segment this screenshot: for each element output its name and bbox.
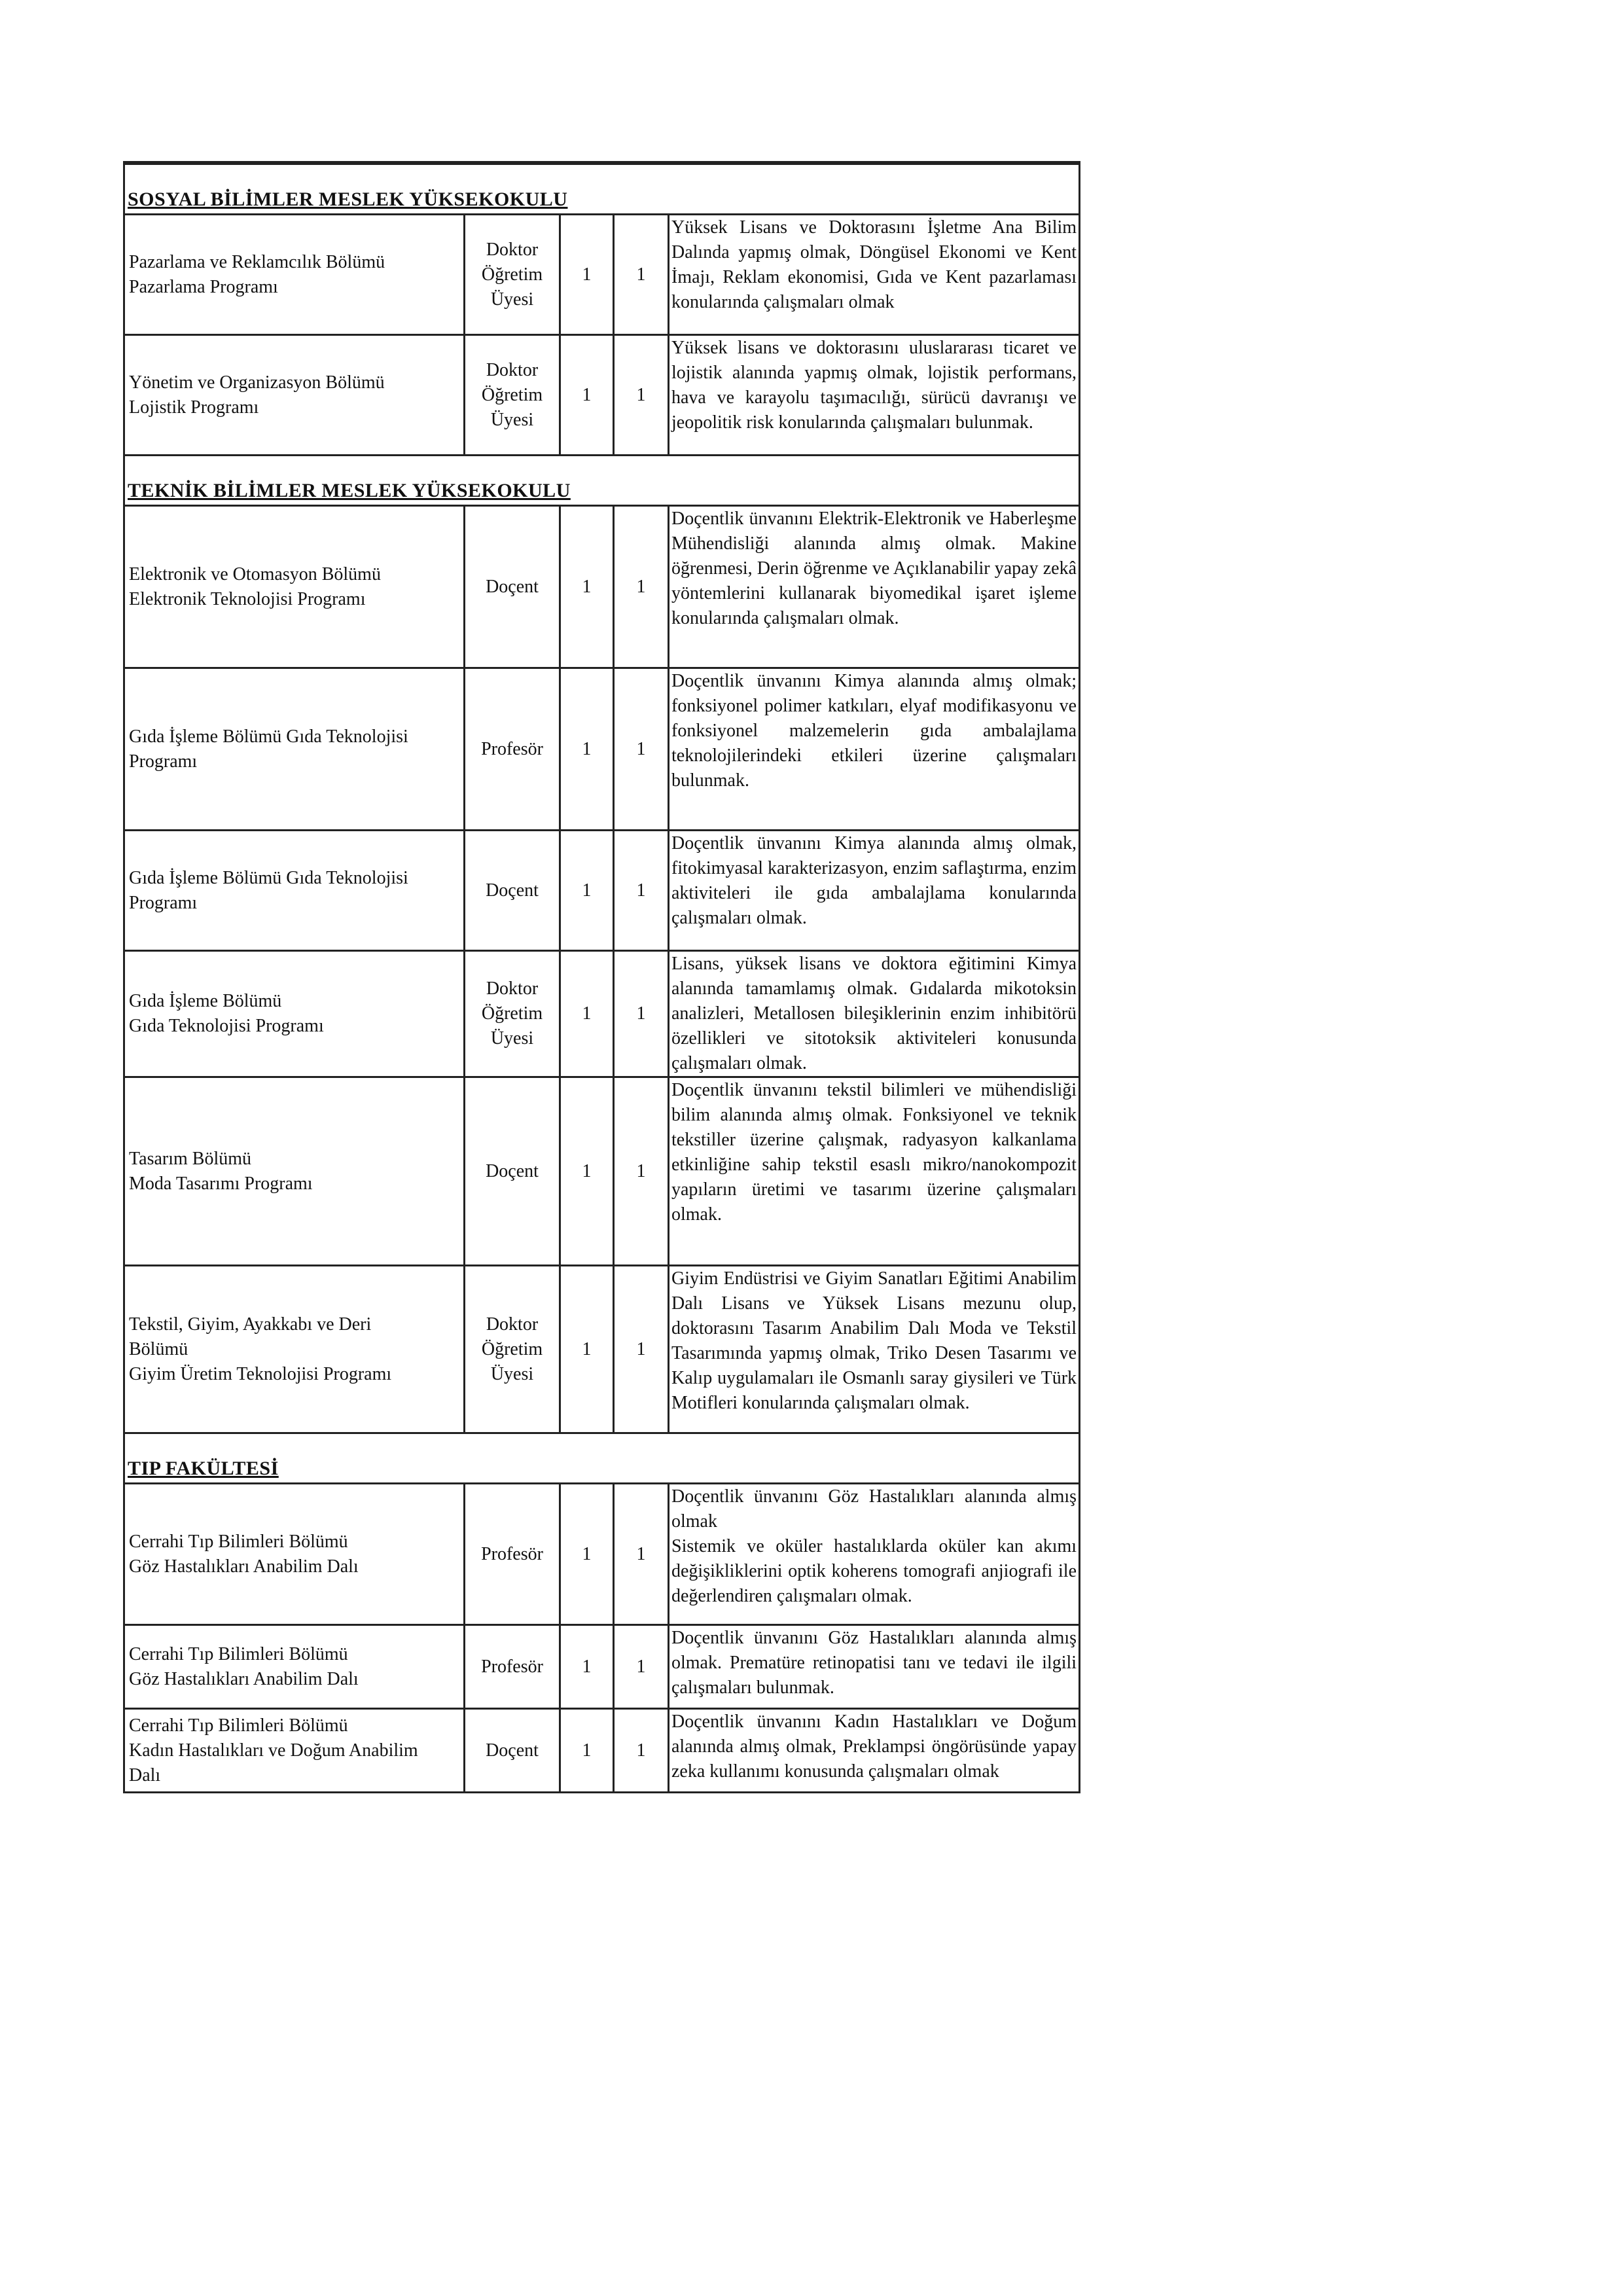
position-count-cell: 1 [560, 1266, 614, 1433]
position-count-b-cell: 1 [614, 1077, 669, 1266]
section-heading: TIP FAKÜLTESİ [124, 1433, 1080, 1484]
academic-title-cell: Doktor Öğretim Üyesi [465, 215, 560, 335]
position-count-b-cell: 1 [614, 1266, 669, 1433]
department-program-cell: Yönetim ve Organizasyon Bölümü Lojistik Programı [124, 335, 465, 456]
department-program-cell: Pazarlama ve Reklamcılık Bölümü Pazarlama Programı [124, 215, 465, 335]
position-count-b-cell: 1 [614, 668, 669, 831]
department-program-cell: Gıda İşleme Bölümü Gıda Teknolojisi Programı [124, 831, 465, 951]
position-count-b-cell: 1 [614, 335, 669, 456]
position-count-cell: 1 [560, 1077, 614, 1266]
academic-title-cell: Doçent [465, 506, 560, 668]
table-row [124, 1625, 1080, 1709]
requirements-cell: Doçentlik ünvanını Elektrik-Elektronik ve Haberleşme Mühendisliği alanında almış olmak. Makine öğrenmesi, Derin öğrenme ve Açıklanabilir yapay zekâ yöntemlerini kullanarak biyomedikal işaret işleme konularında çalışmaları olmak. [669, 506, 1080, 668]
section-heading-row [124, 1433, 1080, 1484]
academic-title-cell: Profesör [465, 1625, 560, 1709]
requirements-cell: Doçentlik ünvanını Kadın Hastalıkları ve Doğum alanında almış olmak, Preklampsi öngörüsünde yapay zeka kullanımı konusunda çalışmaları olmak [669, 1709, 1080, 1793]
position-count-cell: 1 [560, 335, 614, 456]
department-program-cell: Cerrahi Tıp Bilimleri Bölümü Göz Hastalıkları Anabilim Dalı [124, 1484, 465, 1625]
table-row [124, 1077, 1080, 1266]
table-row [124, 1484, 1080, 1625]
position-count-cell: 1 [560, 831, 614, 951]
table-row [124, 951, 1080, 1077]
department-program-cell: Gıda İşleme Bölümü Gıda Teknolojisi Programı [124, 668, 465, 831]
position-count-b-cell: 1 [614, 215, 669, 335]
requirements-cell: Yüksek Lisans ve Doktorasını İşletme Ana Bilim Dalında yapmış olmak, Döngüsel Ekonomi ve Kent İmajı, Reklam ekonomisi, Gıda ve Kent pazarlaması konularında çalışmaları olmak [669, 215, 1080, 335]
position-count-cell: 1 [560, 1484, 614, 1625]
position-count-cell: 1 [560, 951, 614, 1077]
section-heading-row [124, 164, 1080, 215]
academic-title-cell: Doçent [465, 831, 560, 951]
department-program-cell: Gıda İşleme Bölümü Gıda Teknolojisi Programı [124, 951, 465, 1077]
position-count-cell: 1 [560, 506, 614, 668]
academic-title-cell: Doktor Öğretim Üyesi [465, 1266, 560, 1433]
table-row [124, 215, 1080, 335]
requirements-cell: Doçentlik ünvanını Kimya alanında almış olmak, fitokimyasal karakterizasyon, enzim saflaştırma, enzim aktiviteleri ile gıda ambalajlama konularında çalışmaları olmak. [669, 831, 1080, 951]
position-count-b-cell: 1 [614, 506, 669, 668]
table-row [124, 1709, 1080, 1793]
academic-title-cell: Doçent [465, 1077, 560, 1266]
table-row [124, 831, 1080, 951]
department-program-cell: Tekstil, Giyim, Ayakkabı ve Deri Bölümü Giyim Üretim Teknolojisi Programı [124, 1266, 465, 1433]
requirements-cell: Doçentlik ünvanını Kimya alanında almış olmak; fonksiyonel polimer katkıları, elyaf modifikasyonu ve fonksiyonel malzemelerin gıda ambalajlama teknolojilerindeki etkileri üzerine çalışmaları bulunmak. [669, 668, 1080, 831]
requirements-cell: Giyim Endüstrisi ve Giyim Sanatları Eğitimi Anabilim Dalı Lisans ve Yüksek Lisans mezunu olup, doktorasını Tasarım Anabilim Dalı Moda ve Tekstil Tasarımında yapmış olmak, Triko Desen Tasarımı ve Kalıp uygulamaları ile Osmanlı saray giysileri ve Türk Motifleri konularında çalışmaları olmak. [669, 1266, 1080, 1433]
position-count-b-cell: 1 [614, 951, 669, 1077]
department-program-cell: Tasarım Bölümü Moda Tasarımı Programı [124, 1077, 465, 1266]
academic-title-cell: Doktor Öğretim Üyesi [465, 335, 560, 456]
table-row [124, 506, 1080, 668]
position-count-cell: 1 [560, 1625, 614, 1709]
table-row [124, 335, 1080, 456]
requirements-cell: Doçentlik ünvanını Göz Hastalıkları alanında almış olmak Sistemik ve oküler hastalıklarda oküler kan akımı değişikliklerini optik koherens tomografi anjiografi ile değerlendiren çalışmaları olmak. [669, 1484, 1080, 1625]
academic-title-cell: Profesör [465, 1484, 560, 1625]
position-count-cell: 1 [560, 668, 614, 831]
requirements-cell: Doçentlik ünvanını Göz Hastalıkları alanında almış olmak. Prematüre retinopatisi tanı ve tedavi ile ilgili çalışmaları bulunmak. [669, 1625, 1080, 1709]
table-row [124, 668, 1080, 831]
position-count-cell: 1 [560, 1709, 614, 1793]
position-count-cell: 1 [560, 215, 614, 335]
section-heading: TEKNİK BİLİMLER MESLEK YÜKSEKOKULU [124, 456, 1080, 506]
academic-title-cell: Doktor Öğretim Üyesi [465, 951, 560, 1077]
position-count-b-cell: 1 [614, 1625, 669, 1709]
table-row [124, 1266, 1080, 1433]
requirements-cell: Doçentlik ünvanını tekstil bilimleri ve mühendisliği bilim alanında almış olmak. Fonksiyonel ve teknik tekstiller üzerine çalışmak, radyasyon kalkanlama etkinliğine sahip tekstil esaslı mikro/nanokompozit yapıların üretimi ve tasarımı üzerine çalışmaları olmak. [669, 1077, 1080, 1266]
section-heading-row [124, 456, 1080, 506]
academic-title-cell: Doçent [465, 1709, 560, 1793]
position-count-b-cell: 1 [614, 831, 669, 951]
department-program-cell: Cerrahi Tıp Bilimleri Bölümü Göz Hastalıkları Anabilim Dalı [124, 1625, 465, 1709]
staff-positions-table [123, 161, 1080, 1793]
requirements-cell: Yüksek lisans ve doktorasını uluslararası ticaret ve lojistik alanında yapmış olmak, lojistik performans, hava ve karayolu taşımacılığı, sürücü davranışı ve jeopolitik risk konularında çalışmaları bulunmak. [669, 335, 1080, 456]
section-heading: SOSYAL BİLİMLER MESLEK YÜKSEKOKULU [124, 164, 1080, 215]
requirements-cell: Lisans, yüksek lisans ve doktora eğitimini Kimya alanında tamamlamış olmak. Gıdalarda mikotoksin analizleri, Metallosen bileşiklerinin enzim inhibitörü özellikleri ve sitotoksik aktiviteleri konusunda çalışmaları olmak. [669, 951, 1080, 1077]
department-program-cell: Cerrahi Tıp Bilimleri Bölümü Kadın Hastalıkları ve Doğum Anabilim Dalı [124, 1709, 465, 1793]
table-body [124, 162, 1080, 1793]
department-program-cell: Elektronik ve Otomasyon Bölümü Elektronik Teknolojisi Programı [124, 506, 465, 668]
position-count-b-cell: 1 [614, 1709, 669, 1793]
academic-title-cell: Profesör [465, 668, 560, 831]
position-count-b-cell: 1 [614, 1484, 669, 1625]
